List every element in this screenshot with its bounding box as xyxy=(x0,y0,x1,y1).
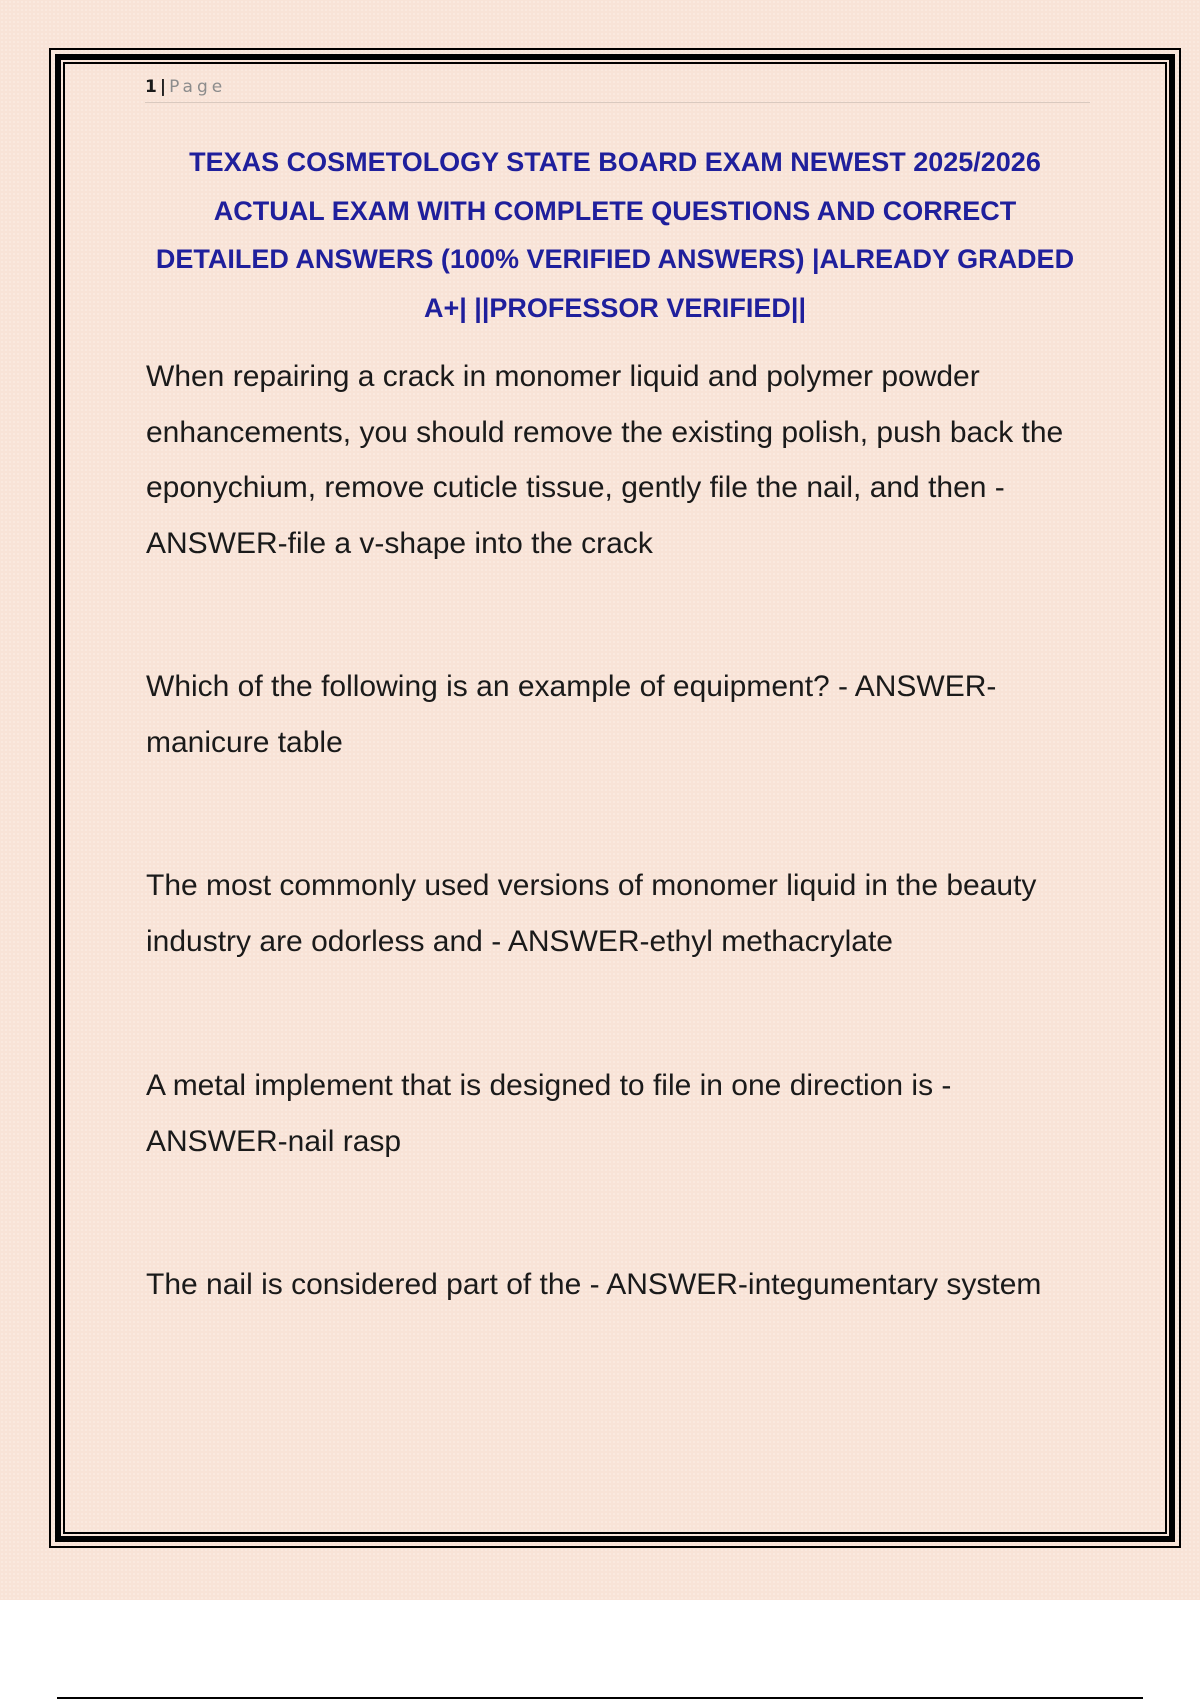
page-label: Page xyxy=(169,77,227,97)
page-header-separator: | xyxy=(159,77,167,97)
document-title: TEXAS COSMETOLOGY STATE BOARD EXAM NEWEST 2025/2026 ACTUAL EXAM WITH COMPLETE QUESTIONS AND CORRECT DETAILED ANSWERS (100% VERIFIED ANSWERS) |ALREADY GRADED A+| ||PROFESSOR VERIFIED|| xyxy=(155,147,1075,323)
qa-item: A metal implement that is designed to file in one direction is - ANSWER-nail rasp xyxy=(146,1069,952,1158)
page-number: 1 xyxy=(145,77,157,97)
qa-item: The most commonly used versions of monomer liquid in the beauty industry are odorless and - ANSWER-ethyl methacrylate xyxy=(146,869,1037,958)
qa-item: When repairing a crack in monomer liquid and polymer powder enhancements, you should remove the existing polish, push back the eponychium, remove cuticle tissue, gently file the nail, and then - ANSWER-file a v-shape into the crack xyxy=(146,360,1064,560)
qa-item: Which of the following is an example of equipment? - ANSWER-manicure table xyxy=(146,670,997,759)
page-header xyxy=(145,74,1090,103)
next-page-top-rule xyxy=(57,1697,1143,1699)
qa-item: The nail is considered part of the - ANSWER-integumentary system xyxy=(146,1268,1042,1301)
